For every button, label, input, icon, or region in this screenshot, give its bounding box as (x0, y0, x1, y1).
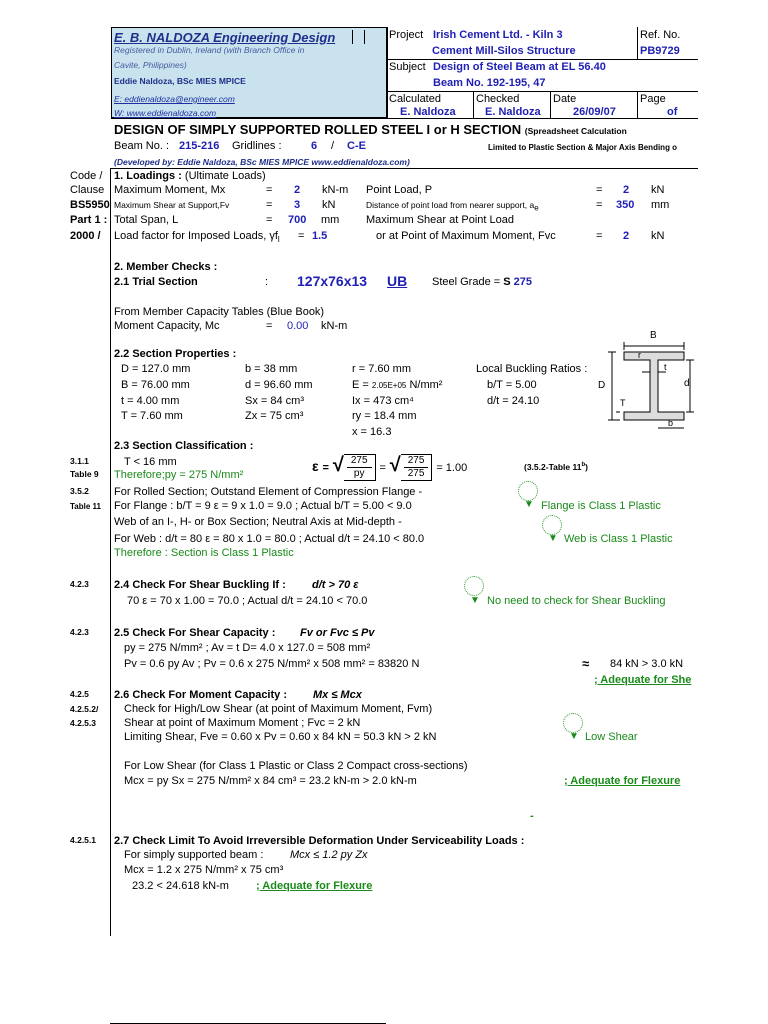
prop-Ix: Ix = 473 cm⁴ (352, 395, 414, 407)
prop-dt: d/t = 24.10 (487, 395, 540, 407)
doc-title: DESIGN OF SIMPLY SUPPORTED ROLLED STEEL I or H SECTION (Spreadsheet Calculation (114, 122, 627, 137)
clause-4251: 4.2.5.1 (70, 835, 96, 845)
low-shear-note: For Low Shear (for Class 1 Plastic or Class 2 Compact cross-sections) (124, 760, 468, 772)
high-low-shear-note: Check for High/Low Shear (at point of Maximum Moment, Fvm) (124, 703, 433, 715)
ref-label: Ref. No. (640, 29, 681, 41)
developed-by: (Developed by: Eddie Naldoza, BSc MIES MPICE www.eddienaldoza.com) (114, 157, 410, 167)
approx-sign: ≈ (582, 656, 590, 671)
lf-label: Load factor for Imposed Loads, $\gamma f_l$ (114, 230, 280, 245)
flexure-adequate-2: ; Adequate for Flexure (256, 880, 373, 892)
shear-pv-line: Pv = 0.6 py Av ; Pv = 0.6 x 275 N/mm² x 508 mm² = 83820 N (124, 658, 420, 670)
diagram-label-t: t (664, 362, 667, 372)
span-eq: = (266, 214, 273, 226)
prop-t: t = 4.00 mm (121, 395, 180, 407)
span-label: Total Span, L (114, 214, 179, 226)
ref-value: PB9729 (640, 45, 680, 57)
trial-section-heading: 2.1 Trial Section (114, 276, 198, 288)
clause-423a: 4.2.3 (70, 579, 89, 589)
t-check-line: T < 16 mm (124, 456, 177, 468)
prop-T: T = 7.60 mm (121, 410, 183, 422)
code-label-5: 2000 / (70, 230, 101, 242)
grid-separator: / (331, 140, 335, 152)
gridlines-label: Gridlines : (232, 140, 282, 152)
code-label-1: Code / (70, 170, 103, 182)
span-value: 700 (288, 214, 307, 226)
code-label-2: Clause (70, 184, 105, 196)
fv-value: 3 (294, 199, 301, 211)
point-load-unit: kN (651, 184, 665, 196)
checked-label: Checked (476, 93, 520, 105)
web-result: Web is Class 1 Plastic (564, 533, 673, 545)
beam-line: Beam No. : (114, 140, 170, 152)
prop-E: E = 2.05E+05 N/mm² (352, 379, 443, 391)
prop-x: x = 16.3 (352, 426, 392, 438)
diagram-label-T: T (620, 398, 626, 408)
ae-unit: mm (651, 199, 670, 211)
mcx-serviceability-line: Mcx = 1.2 x 275 N/mm² x 75 cm³ (124, 864, 284, 876)
ae-label: Distance of point load from nearer support, $a_e$ (366, 200, 539, 213)
section-class-result: Therefore : Section is Class 1 Plastic (114, 547, 294, 559)
trial-section-type: UB (387, 273, 408, 289)
loadings-heading: 1. Loadings : (Ultimate Loads) (114, 170, 266, 182)
serviceability-heading: 2.7 Check Limit To Avoid Irreversible Deformation Under Serviceability Loads : (114, 835, 525, 847)
clause-425: 4.2.5 (70, 689, 89, 699)
web-section-note: Web of an I-, H- or Box Section; Neutral Axis at Mid-depth - (114, 516, 402, 528)
prop-Sx: Sx = 84 cm³ (245, 395, 304, 407)
serviceability-condition: Mcx ≤ 1.2 py Zx (290, 849, 368, 861)
low-shear-result: Low Shear (585, 731, 638, 743)
capacity-tables-note: From Member Capacity Tables (Blue Book) (114, 306, 325, 318)
i-section-diagram (594, 328, 698, 436)
beam-value: 215-216 (179, 140, 220, 152)
project-value-line2: Cement Mill-Silos Structure (432, 45, 576, 57)
page-value: of (667, 106, 678, 118)
dash-mark: - (530, 810, 534, 822)
shear-at-max-moment: Shear at point of Maximum Moment ; Fvc = 2 kN (124, 717, 361, 729)
diagram-label-r: r (638, 350, 641, 360)
prop-bT: b/T = 5.00 (487, 379, 537, 391)
clause-4252: 4.2.5.2/ (70, 704, 99, 714)
shear-buckling-result: No need to check for Shear Buckling (487, 595, 666, 607)
shear-buckling-check: 70 ε = 70 x 1.00 = 70.0 ; Actual d/t = 24.10 < 70.0 (127, 595, 368, 607)
company-reg-line2: Cavite, Philippines) (114, 60, 187, 70)
classification-heading: 2.3 Section Classification : (114, 440, 254, 452)
diagram-label-D: D (598, 380, 606, 391)
company-box (111, 27, 387, 118)
code-label-3: BS5950 (70, 199, 110, 211)
clause-311: 3.1.1 (70, 456, 89, 466)
shear-capacity-heading: 2.5 Check For Shear Capacity : (114, 627, 276, 639)
doc-title-note: (Spreadsheet Calculation (524, 126, 627, 136)
company-web-link[interactable]: W: www.eddienaldoza.com (114, 108, 217, 118)
fvc-label: or at Point of Maximum Moment, Fvc (376, 230, 556, 242)
company-name: E. B. NALDOZA Engineering Design (114, 30, 336, 45)
shear-av-line: py = 275 N/mm² ; Av = t D= 4.0 x 127.0 = 508 mm² (124, 642, 371, 654)
section-props-heading: 2.2 Section Properties : (114, 348, 237, 360)
mx-eq: = (266, 184, 273, 196)
prop-d: d = 96.60 mm (245, 379, 313, 391)
code-label-4: Part 1 : (70, 214, 108, 226)
moment-capacity-label: Moment Capacity, Mc (114, 320, 220, 332)
clause-table9: Table 9 (70, 469, 99, 479)
trial-section-colon: : (265, 276, 269, 288)
limiting-shear-line: Limiting Shear, Fve = 0.60 x Pv = 0.60 x 84 kN = 50.3 kN > 2 kN (124, 731, 437, 743)
member-checks-heading: 2. Member Checks : (114, 261, 218, 273)
lf-value: 1.5 (312, 230, 328, 242)
subject-value-line1: Design of Steel Beam at EL 56.40 (433, 61, 606, 73)
page-label: Page (640, 93, 666, 105)
fv-label: Maximum Shear at Support,Fv (114, 200, 230, 210)
calculated-value: E. Naldoza (400, 106, 456, 118)
moment-capacity-condition: Mx ≤ Mcx (313, 689, 362, 701)
prop-Zx: Zx = 75 cm³ (245, 410, 304, 422)
shear-pv-result: 84 kN > 3.0 kN (610, 658, 684, 670)
diagram-label-b: b (668, 418, 674, 428)
mx-value: 2 (294, 184, 301, 196)
calculated-label: Calculated (389, 93, 441, 105)
company-email-link[interactable]: E: eddienaldoza@engineer.com (114, 94, 235, 104)
prop-B: B = 76.00 mm (121, 379, 190, 391)
limit-note: Limited to Plastic Section & Major Axis Bending o (488, 143, 678, 152)
fv-eq: = (266, 199, 273, 211)
shear-buckling-condition: d/t > 70 ε (312, 579, 359, 591)
prop-ry: ry = 18.4 mm (352, 410, 417, 422)
ae-value: 350 (616, 199, 635, 211)
point-load-label: Point Load, P (366, 184, 433, 196)
rolled-section-note: For Rolled Section; Outstand Element of Compression Flange - (114, 486, 423, 498)
fvc-eq: = (596, 230, 603, 242)
span-unit: mm (321, 214, 340, 226)
diagram-label-B: B (650, 330, 657, 341)
web-check: For Web : d/t = 80 ε = 80 x 1.0 = 80.0 ; Actual d/t = 24.10 < 80.0 (114, 533, 425, 545)
local-buckling-label: Local Buckling Ratios : (476, 363, 588, 375)
moment-capacity-value: 0.00 (287, 320, 309, 332)
flange-check: For Flange : b/T = 9 ε = 9 x 1.0 = 9.0 ; Actual b/T = 5.00 < 9.0 (114, 500, 412, 512)
py-line: Therefore;py = 275 N/mm² (114, 469, 244, 481)
company-person: Eddie Naldoza, BSc MIES MPICE (114, 76, 246, 86)
project-label: Project (389, 29, 424, 41)
date-value: 26/09/07 (573, 106, 616, 118)
grid-value-2: C-E (347, 140, 366, 152)
epsilon-formula: ε = √ $\frac{275}{py}$ = √ $\frac{275}{275}$ = 1.00 (312, 454, 468, 479)
fvc-value: 2 (623, 230, 630, 242)
moment-capacity-eq: = (266, 320, 273, 332)
prop-D: D = 127.0 mm (121, 363, 191, 375)
flange-result: Flange is Class 1 Plastic (541, 500, 661, 512)
serviceability-check: 23.2 < 24.618 kN-m (132, 880, 229, 892)
clause-423b: 4.2.3 (70, 627, 89, 637)
moment-capacity-heading: 2.6 Check For Moment Capacity : (114, 689, 287, 701)
fvc-unit: kN (651, 230, 665, 242)
prop-b: b = 38 mm (245, 363, 298, 375)
clause-table11: Table 11 (70, 502, 101, 511)
ae-eq: = (596, 199, 603, 211)
subject-value-line2: Beam No. 192-195, 47 (433, 77, 546, 89)
project-value-line1: Irish Cement Ltd. - Kiln 3 (433, 29, 563, 41)
moment-capacity-unit: kN-m (321, 320, 348, 332)
trial-section-value: 127x76x13 (297, 273, 368, 289)
clause-352: 3.5.2 (70, 486, 89, 496)
fv-unit: kN (322, 199, 336, 211)
prop-r: r = 7.60 mm (352, 363, 411, 375)
steel-grade-label: Steel Grade = S 275 (432, 276, 533, 288)
checked-value: E. Naldoza (485, 106, 541, 118)
grid-value-1: 6 (311, 140, 318, 152)
company-reg-line1: Registered in Dublin, Ireland (with Branch Office in (114, 45, 305, 55)
subject-label: Subject (389, 61, 426, 73)
table11-ref: (3.5.2-Table 11$^b$) (524, 462, 588, 472)
diagram-label-d: d (684, 378, 690, 389)
simply-supported-note: For simply supported beam : (124, 849, 264, 861)
shear-capacity-condition: Fv or Fvc ≤ Pv (300, 627, 375, 639)
max-shear-label: Maximum Shear at Point Load (366, 214, 514, 226)
mcx-line: Mcx = py Sx = 275 N/mm² x 84 cm³ = 23.2 kN-m > 2.0 kN-m (124, 775, 417, 787)
lf-eq: = (298, 230, 305, 242)
mx-unit: kN-m (322, 184, 349, 196)
point-load-eq: = (596, 184, 603, 196)
clause-4253: 4.2.5.3 (70, 718, 96, 728)
mx-label: Maximum Moment, Mx (114, 184, 226, 196)
point-load-value: 2 (623, 184, 630, 196)
shear-adequate: ; Adequate for She (594, 674, 692, 686)
shear-buckling-heading: 2.4 Check For Shear Buckling If : (114, 579, 286, 591)
flexure-adequate-1: ; Adequate for Flexure (564, 775, 681, 787)
date-label: Date (553, 93, 577, 105)
